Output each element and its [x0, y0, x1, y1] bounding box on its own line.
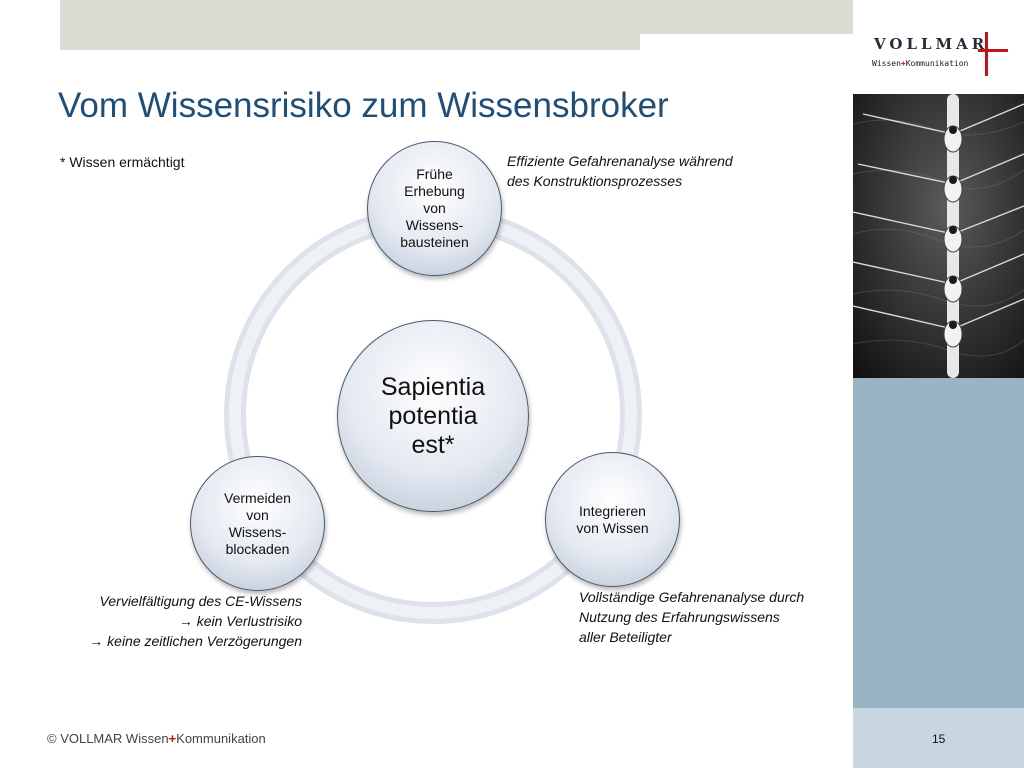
- node-line: Frühe: [416, 166, 453, 182]
- center-node: [337, 320, 529, 512]
- note-top: [507, 151, 827, 191]
- page-number: 15: [932, 732, 946, 746]
- note-line: Vervielfältigung des CE-Wissens: [99, 593, 302, 609]
- slide-title: Vom Wissensrisiko zum Wissensbroker: [58, 86, 669, 125]
- node-line: von: [246, 506, 269, 523]
- note-right: [579, 587, 859, 647]
- center-line: Sapientia: [380, 372, 486, 401]
- note-line: aller Beteiligter: [579, 629, 672, 645]
- logo-wordmark: VOLLMAR: [874, 35, 989, 53]
- node-line: bausteinen: [400, 234, 469, 250]
- note-left: [30, 591, 302, 651]
- note-line: des Konstruktionsprozesses: [507, 173, 683, 189]
- center-line: potentia: [388, 401, 478, 430]
- footer-rest: Kommunikation: [176, 731, 266, 746]
- footer-copyright-text: © VOLLMAR Wissen: [47, 731, 169, 746]
- node-line: Vermeiden: [224, 489, 291, 506]
- node-line: Wissens-: [228, 523, 287, 540]
- node-avoid-blockades: [190, 456, 325, 591]
- node-avoid-label: [224, 490, 291, 558]
- logo-sub-left: Wissen: [872, 59, 901, 68]
- node-early-survey: [367, 141, 502, 276]
- node-integrate-label: [576, 503, 648, 537]
- center-line: est*: [411, 430, 455, 459]
- center-node-label: [381, 373, 485, 460]
- note-line: → kein Verlustrisiko: [178, 613, 302, 629]
- logo-sub-plus: +: [900, 59, 906, 68]
- node-line: Integrieren: [579, 502, 646, 519]
- node-line: Erhebung: [404, 183, 465, 199]
- node-early-survey-label: [400, 166, 469, 251]
- footer-copyright: [47, 731, 266, 746]
- footnote: * Wissen ermächtigt: [60, 154, 185, 170]
- note-line: Vollständige Gefahrenanalyse durch: [579, 589, 805, 605]
- node-line: Wissens-: [405, 217, 464, 233]
- footer-plus: +: [168, 731, 177, 746]
- node-line: blockaden: [225, 540, 290, 557]
- note-line: Nutzung des Erfahrungswissens: [579, 609, 780, 625]
- node-line: von: [423, 200, 446, 216]
- note-line: Effiziente Gefahrenanalyse während: [507, 153, 733, 169]
- node-line: von Wissen: [576, 519, 649, 536]
- note-line: → keine zeitlichen Verzögerungen: [89, 633, 302, 649]
- node-integrate-knowledge: [545, 452, 680, 587]
- logo-sub-right: Kommunikation: [905, 59, 969, 68]
